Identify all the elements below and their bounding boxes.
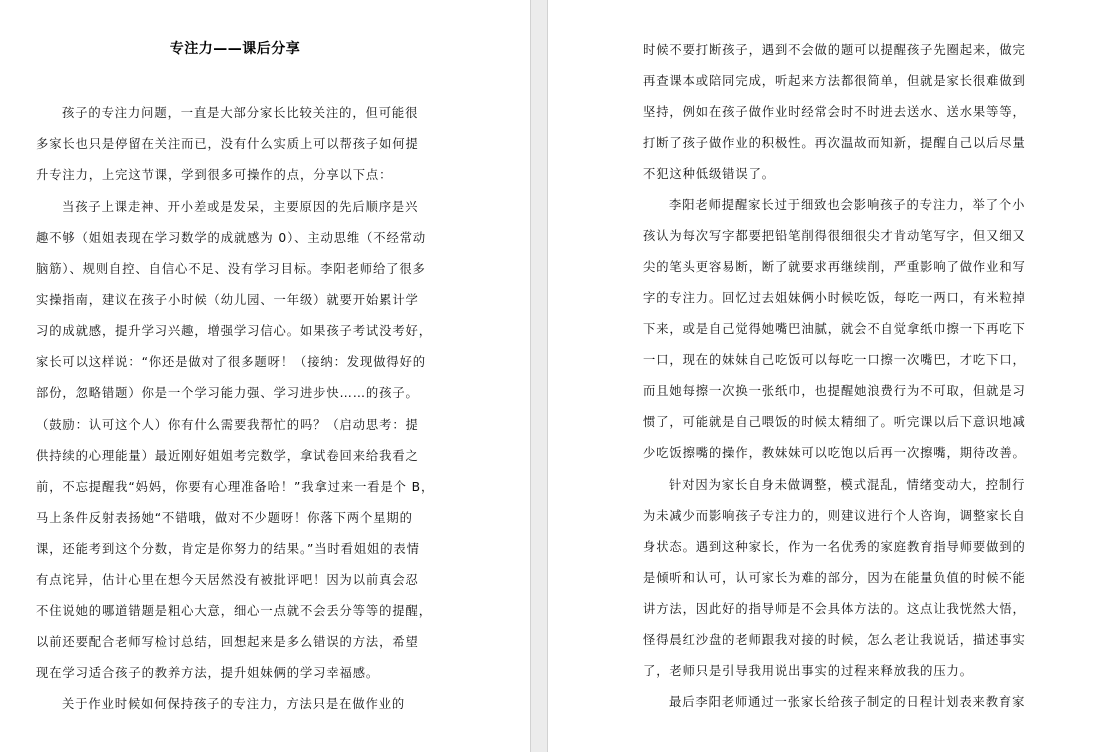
- text-line: 部份，忽略错题）你是一个学习能力强、学习进步快……的孩子。: [36, 386, 419, 400]
- text-line: 最后李阳老师通过一张家长给孩子制定的日程计划表来教育家: [669, 695, 1026, 709]
- text-line: 不犯这种低级错误了。: [643, 167, 775, 181]
- text-line: 不住说她的哪道错题是粗心大意，细心一点就不会丢分等等的提醒，: [36, 604, 432, 618]
- text-line: 而且她每擦一次换一张纸巾，也提醒她浪费行为不可取，但就是习: [643, 384, 1026, 398]
- text-line: 前，不忘提醒我“妈妈，你要有心理准备哈！”我拿过来一看是个 B，: [36, 480, 435, 494]
- text-line: 习的成就感，提升学习兴趣，增强学习信心。如果孩子考试没考好，: [36, 324, 432, 338]
- text-line: 现在学习适合孩子的教养方法，提升姐妹俩的学习幸福感。: [36, 666, 380, 680]
- text-line: 针对因为家长自身未做调整，模式混乱，情绪变动大，控制行: [669, 478, 1026, 492]
- text-line: 马上条件反射表扬她“不错哦，做对不少题呀！你落下两个星期的: [36, 511, 413, 525]
- text-line: 李阳老师提醒家长过于细致也会影响孩子的专注力，举了个小: [669, 198, 1026, 212]
- text-line: 一口，现在的妹妹自己吃饭可以每吃一口擦一次嘴巴，才吃下口，: [643, 353, 1026, 367]
- text-line: 身状态。遇到这种家长，作为一名优秀的家庭教育指导师要做到的: [643, 540, 1026, 554]
- text-line: 孩认为每次写字都要把铅笔削得很细很尖才肯动笔写字，但又细又: [643, 229, 1026, 243]
- text-line: 有点诧异，估计心里在想今天居然没有被批评吧！因为以前真会忍: [36, 573, 419, 587]
- text-line: 讲方法，因此好的指导师是不会具体方法的。这点让我恍然大悟，: [643, 602, 1026, 616]
- text-line: 怪得晨红沙盘的老师跟我对接的时候，怎么老让我说话，描述事实: [643, 633, 1026, 647]
- text-line: 趣不够（姐姐表现在学习数学的成就感为 0）、主动思维（不经常动: [36, 231, 427, 245]
- text-line: 是倾听和认可，认可家长为难的部分，因为在能量负值的时候不能: [643, 571, 1026, 585]
- text-line: 当孩子上课走神、开小差或是发呆，主要原因的先后顺序是兴: [62, 200, 419, 214]
- text-line: 升专注力，上完这节课，学到很多可操作的点，分享以下点：: [36, 168, 393, 182]
- text-line: 了，老师只是引导我用说出事实的过程来释放我的压力。: [643, 664, 973, 678]
- text-line: 坚持，例如在孩子做作业时经常会时不时进去送水、送水果等等，: [643, 105, 1026, 119]
- text-line: 供持续的心理能量）最近刚好姐姐考完数学，拿试卷回来给我看之: [36, 449, 419, 463]
- text-line: 实操指南，建议在孩子小时候（幼儿园、一年级）就要开始累计学: [36, 293, 419, 307]
- document-page-left: [0, 0, 530, 752]
- text-line: 少吃饭擦嘴的操作，教妹妹可以吃饱以后再一次擦嘴，期待改善。: [643, 446, 1026, 460]
- text-line: 多家长也只是停留在关注而已，没有什么实质上可以帮孩子如何提: [36, 137, 419, 151]
- document-title: 专注力——课后分享: [169, 41, 301, 57]
- text-line: 再查课本或陪同完成，听起来方法都很简单，但就是家长很难做到: [643, 74, 1026, 88]
- text-line: 下来，或是自己觉得她嘴巴油腻，就会不自觉拿纸巾擦一下再吃下: [643, 322, 1026, 336]
- text-line: （鼓励：认可这个人）你有什么需要我帮忙的吗？（启动思考：提: [36, 418, 419, 432]
- page-separator: [530, 0, 548, 752]
- text-line: 家长可以这样说：“你还是做对了很多题呀！（接纳：发现做得好的: [36, 355, 426, 369]
- text-line: 孩子的专注力问题，一直是大部分家长比较关注的，但可能很: [62, 106, 419, 120]
- text-line: 课，还能考到这个分数，肯定是你努力的结果。”当时看姐姐的表情: [36, 542, 420, 556]
- text-line: 以前还要配合老师写检讨总结，回想起来是多么错误的方法，希望: [36, 635, 419, 649]
- text-line: 字的专注力。回忆过去姐妹俩小时候吃饭，每吃一两口，有米粒掉: [643, 291, 1026, 305]
- document-page-right: [548, 0, 1101, 752]
- text-line: 惯了，可能就是自己喂饭的时候太精细了。听完课以后下意识地减: [643, 415, 1026, 429]
- text-line: 打断了孩子做作业的积极性。再次温故而知新，提醒自己以后尽量: [643, 136, 1026, 150]
- text-line: 尖的笔头更容易断，断了就要求再继续削，严重影响了做作业和写: [643, 260, 1026, 274]
- text-line: 关于作业时候如何保持孩子的专注力，方法只是在做作业的: [62, 697, 406, 711]
- text-line: 为未减少而影响孩子专注力的，则建议进行个人咨询，调整家长自: [643, 509, 1026, 523]
- text-line: 脑筋）、规则自控、自信心不足、没有学习目标。李阳老师给了很多: [36, 262, 426, 276]
- text-line: 时候不要打断孩子，遇到不会做的题可以提醒孩子先圈起来，做完: [643, 43, 1026, 57]
